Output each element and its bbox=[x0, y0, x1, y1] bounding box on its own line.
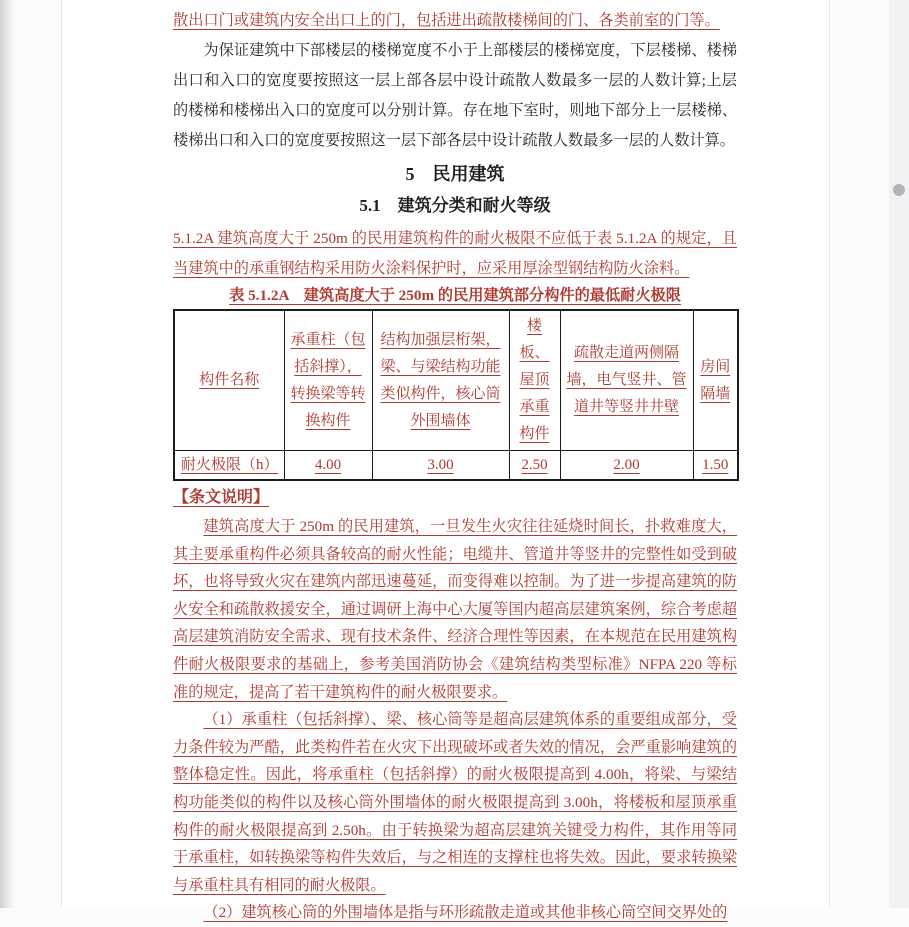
document-page bbox=[61, 0, 830, 922]
notes-section-label: 【条文说明】 bbox=[173, 489, 270, 506]
paragraph-clause-5-1-2A: 5.1.2A 建筑高度大于 250m 的民用建筑构件的耐火极限不应低于表 5.1.2A 的规定，且当建筑中的承重钢结构采用防火涂料保护时，应采用厚涂型钢结构防火涂料。 bbox=[173, 230, 737, 277]
table-data-cell: 2.50 bbox=[509, 451, 560, 481]
table-data-row bbox=[174, 451, 738, 481]
table-header-cell: 疏散走道两侧隔墙，电气竖井、管道井等竖井井壁 bbox=[560, 310, 693, 451]
paragraph-stair-width-rule: 为保证建筑中下部楼层的楼梯宽度不小于上部楼层的楼梯宽度，下层楼梯、楼梯出口和入口的宽度要按照这一层上部各层中设计疏散人数最多一层的人数计算;上层的楼梯和楼梯出入口的宽度可以分别计算。存在地下室时，则地下部分上一层楼梯、楼梯出口和入口的宽度要按照这一层下部各层中设计疏散人数最多一层的人数计算。 bbox=[173, 42, 737, 149]
table-data-cell: 2.00 bbox=[560, 451, 693, 481]
note-paragraph: 建筑高度大于 250m 的民用建筑，一旦发生火灾往往延烧时间长，扑救难度大，其主要承重构件必须具备较高的耐火性能；电缆井、管道井等竖井的完整性如受到破坏，也将导致火灾在建筑内部迅速蔓延，而变得难以控制。为了进一步提高建筑的防火安全和疏散救援安全，通过调研上海中心大厦等国内超高层建筑案例，综合考虑超高层建筑消防安全需求、现有技术条件、经济合理性等因素，在本规范在民用建筑构件耐火极限要求的基础上，参考美国消防协会《建筑结构类型标准》NFPA 220 等标准的规定，提高了若干建筑构件的耐火极限要求。 bbox=[173, 518, 737, 701]
paragraph-carryover-revision: 散出口门或建筑内安全出口上的门，包括进出疏散楼梯间的门、各类前室的门等。 bbox=[173, 12, 720, 29]
table-header-cell: 楼板、屋顶承重构件 bbox=[509, 310, 560, 451]
table-header-cell: 构件名称 bbox=[174, 310, 284, 451]
chapter-heading: 5 民用建筑 bbox=[405, 164, 505, 184]
table-header-cell: 承重柱（包括斜撑），转换梁等转换构件 bbox=[284, 310, 372, 451]
section-heading: 5.1 建筑分类和耐火等级 bbox=[359, 196, 551, 215]
table-data-cell: 4.00 bbox=[284, 451, 372, 481]
note-paragraph: （2）建筑核心筒的外围墙体是指与环形疏散走道或其他非核心筒空间交界处的 bbox=[203, 904, 728, 922]
table-header-row bbox=[174, 310, 738, 451]
fire-resistance-table bbox=[173, 309, 739, 481]
table-header-cell: 房间隔墙 bbox=[693, 310, 738, 451]
table-data-cell: 1.50 bbox=[693, 451, 738, 481]
table-data-cell: 耐火极限（h） bbox=[174, 451, 284, 481]
scrollbar-thumb[interactable] bbox=[893, 184, 905, 196]
left-edge-shadow bbox=[0, 0, 14, 908]
scrollbar-track[interactable] bbox=[889, 0, 909, 908]
table-caption: 表 5.1.2A 建筑高度大于 250m 的民用建筑部分构件的最低耐火极限 bbox=[229, 287, 681, 304]
note-paragraph: （1）承重柱（包括斜撑）、梁、核心筒等是超高层建筑体系的重要组成部分，受力条件较为严酷，此类构件若在火灾下出现破坏或者失效的情况，会严重影响建筑的整体稳定性。因此，将承重柱（包括斜撑）的耐火极限提高到 4.00h，将梁、与梁结构功能类似的构件以及核心筒外围墙体的耐火极限提高到 3.00h，将楼板和屋顶承重构件的耐火极限提高到 2.50h。由于转换梁为超高层建筑关键受力构件，其作用等同于承重柱，如转换梁等构件失效后，与之相连的支撑柱也将失效。因此，要求转换梁与承重柱具有相同的耐火极限。 bbox=[173, 711, 737, 894]
table-header-cell: 结构加强层桁架，梁、与梁结构功能类似构件，核心筒外围墙体 bbox=[372, 310, 509, 451]
table-data-cell: 3.00 bbox=[372, 451, 509, 481]
